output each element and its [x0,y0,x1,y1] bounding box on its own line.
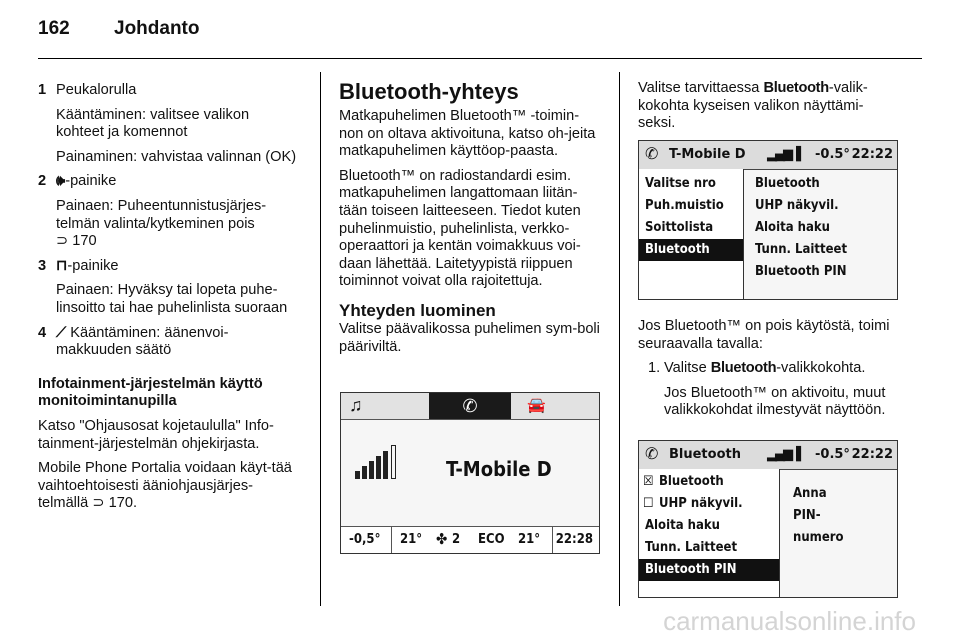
column-2 [339,80,601,363]
signal-strength-icon [355,445,401,479]
page-number: 162 [38,18,70,39]
column-divider-2 [619,72,620,606]
step-1 [638,360,900,420]
step-paragraph: Jos Bluetooth™ on aktivoitu, muut valikkokohdat ilmestyvät näyttöön. [664,384,886,419]
item-title: Kääntäminen: äänenvoi-makkuuden säätö [56,324,229,359]
phone-icon[interactable]: ✆ [429,393,511,419]
paragraph: Valitse päävalikossa puhelimen sym-boli pääriviltä. [339,320,600,355]
submenu-item[interactable]: Bluetooth [755,176,820,191]
fan-level: 2 [452,532,461,547]
submenu-item[interactable]: Aloita haku [755,220,830,235]
submenu-item: Anna [793,486,827,501]
screen-title-bar [639,441,897,470]
pin-submenu [793,469,844,549]
music-icon: ♫ [349,395,363,415]
page-ref-icon: ⊃ [92,495,109,512]
temperature: -0.5° [815,447,850,462]
item-text: Painaen: Puheentunnistusjärjes-telmän valinta/kytkeminen pois [56,197,267,232]
bluetooth-menu [639,469,780,597]
page-header [38,18,200,40]
column-1 [38,82,300,520]
phone-icon: ✆ [645,144,659,163]
eco-label: ECO [478,532,505,547]
submenu-item[interactable]: Tunn. Laitteet [755,242,848,257]
checkbox-checked-icon[interactable]: ☒ [643,474,654,489]
item-text: Painaminen: vahvistaa valinnan (OK) [56,148,297,165]
left-temp: 21° [400,532,423,547]
menu-item[interactable]: ☒ Bluetooth [639,471,779,493]
column-divider-1 [320,72,321,606]
item-title: -painike [67,257,119,274]
screen-title-bar [639,141,897,170]
item-number: 1 [38,82,47,98]
clock: 22:28 [555,532,593,547]
paragraph: Mobile Phone Portalia voidaan käyt-tää vaihtoehtoisesti ääniohjausjärjes-telmällä [38,460,292,512]
submenu [755,169,847,283]
paragraph: Matkapuhelimen Bluetooth™ -toimin-non on oltava aktivoituna, katso oh-jeita matkapuhelimen käyttöop-paasta. [339,108,596,160]
subheading: Infotainment-järjestelmän käyttö monitoimintanupilla [38,375,263,410]
paragraph: Valitse tarvittaessa [638,80,760,96]
carrier-name: T-Mobile D [446,457,552,481]
item-text: Painaen: Hyväksy tai lopeta puhe-linsoitto tai hae puhelinlista suoraan [56,282,288,316]
clock: 22:22 [851,147,893,162]
submenu-item: numero [793,530,844,545]
page-ref: 170. [108,495,138,512]
list-item-2 [38,173,300,250]
submenu-item[interactable]: Bluetooth PIN [755,264,847,279]
menu-item[interactable]: Tunn. Laitteet [645,540,738,555]
item-number: 4 [38,324,47,341]
page-ref-icon: ⊃ [56,233,73,250]
menu-item[interactable]: Valitse nro [645,176,716,191]
step-number: 1. [648,360,661,377]
page-ref: 170 [72,233,97,250]
menu-item[interactable]: ☐ UHP näkyvil. [639,493,779,515]
menu-item[interactable]: Aloita haku [645,518,720,533]
watermark: carmanualsonline.info [663,606,916,636]
phone-hook-icon: ⊓ [56,257,68,274]
screen-title: T-Mobile D [669,147,746,162]
phone-icon: ✆ [645,444,659,463]
menu-term: Bluetooth [763,80,829,96]
bluetooth-menu-screen [638,440,898,598]
car-icon: 🚘 [527,397,546,414]
voice-icon: 🕪 [56,173,66,190]
section-heading: Bluetooth-yhteys [339,79,519,104]
list-item-1 [38,82,300,166]
status-bar [341,526,599,553]
signal-icon: ▂▄▆▐ [767,147,799,162]
item-number: 3 [38,257,47,274]
outside-temp: -0,5° [349,532,381,547]
item-number: 2 [38,173,47,190]
item-title: -painike [65,173,117,190]
step-text: -valikkokohta. [776,360,866,377]
menu-term: Bluetooth [710,360,777,377]
volume-icon: ⟋ [56,324,71,341]
column-3 [638,80,900,140]
menu-item[interactable]: Soittolista [645,220,714,235]
submenu-item[interactable]: UHP näkyvil. [755,198,839,213]
right-temp: 21° [518,532,541,547]
subheading: Yhteyden luominen [339,300,496,320]
clock: 22:22 [851,447,893,462]
fan-icon: ✤ [436,530,448,548]
phone-menu-screen [638,140,898,300]
list-item-4 [38,325,300,360]
paragraph: -valik-kokohta kyseisen valikon näyttämi-seksi. [638,80,868,132]
item-title: Peukalorulla [56,82,137,98]
paragraph: Katso "Ohjausosat kojetaululla" Info-tainment-järjestelmän ohjekirjasta. [38,417,274,452]
list-item-3 [38,258,300,318]
checkbox-empty-icon[interactable]: ☐ [643,496,654,511]
submenu-item: PIN- [793,508,821,523]
signal-icon: ▂▄▆▐ [767,447,799,462]
home-screen-display [340,392,600,554]
main-menu [639,169,744,299]
menu-item-selected[interactable]: Bluetooth PIN [639,559,779,581]
main-row-bar [341,393,599,420]
menu-item[interactable]: Puh.muistio [645,198,724,213]
paragraph: Bluetooth™ on radiostandardi esim. matkapuhelimen langattomaan liitän-tään toiseen laitteeseen. Tiedot kuten puhelinmuistio, puhelinlista, verkko-operaattori ja kentän voimakkuus voi-daan lähettää. Laitetyypistä riippuen toiminnot voivat olla rajoitettuja. [339,167,581,290]
temperature: -0.5° [815,147,850,162]
climate-bar [391,527,553,553]
column-3-lower [638,318,900,427]
menu-item-selected[interactable]: Bluetooth [639,239,743,261]
page-title: Johdanto [114,18,200,39]
step-text: Valitse [664,360,707,377]
paragraph: Jos Bluetooth™ on pois käytöstä, toimi seuraavalla tavalla: [638,318,890,352]
header-rule [38,58,922,59]
item-text: Kääntäminen: valitsee valikon kohteet ja komennot [56,106,250,141]
screen-title: Bluetooth [669,447,741,462]
